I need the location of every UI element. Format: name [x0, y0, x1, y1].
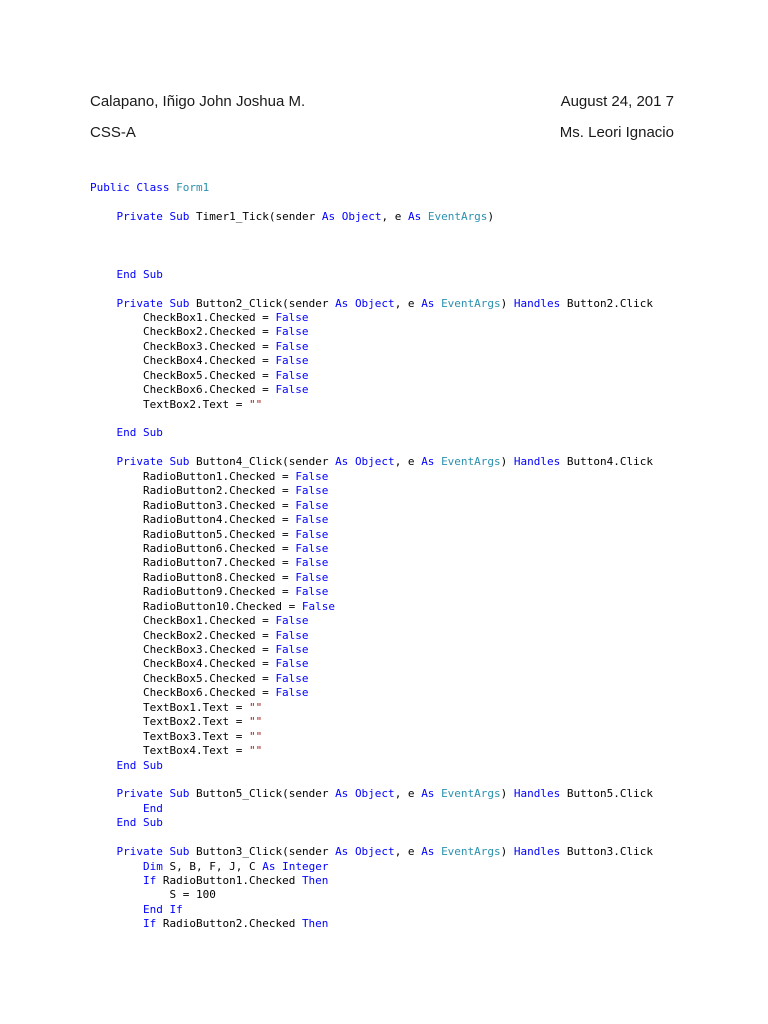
code-token: CheckBox4.Checked = [90, 657, 276, 671]
code-token: Then [301, 874, 329, 887]
code-token: As [421, 455, 442, 469]
code-token: Handles [513, 787, 567, 801]
code-token: False [295, 484, 329, 498]
code-token: False [301, 599, 336, 613]
code-token: Handles [513, 455, 567, 469]
code-line [90, 831, 653, 845]
code-token [90, 816, 117, 829]
code-token: If [142, 874, 163, 887]
code-token: ) [500, 296, 514, 310]
code-token: "" [248, 744, 263, 758]
code-token [90, 210, 117, 223]
code-line [90, 600, 653, 614]
code-token: RadioButton1.Checked [162, 874, 302, 887]
code-token: RadioButton8.Checked = [90, 570, 296, 584]
code-token: ) [500, 845, 514, 859]
code-token: Object [354, 845, 395, 859]
code-line [90, 542, 653, 556]
code-token: EventArgs [441, 787, 501, 801]
code-line [90, 816, 653, 830]
section-text: CSS-A [90, 124, 136, 141]
code-token: Private Sub [116, 455, 196, 469]
code-token: Button2.Click [566, 296, 653, 310]
code-token: CheckBox3.Checked = [90, 643, 276, 656]
code-token: "" [248, 397, 263, 411]
code-line [90, 398, 653, 412]
code-line [90, 470, 653, 484]
code-token: TextBox3.Text = [90, 729, 249, 743]
code-token: CheckBox4.Checked = [90, 354, 276, 368]
code-line [90, 528, 653, 542]
code-token: False [275, 657, 309, 671]
code-line [90, 860, 653, 874]
code-token [90, 268, 117, 281]
code-line [90, 210, 653, 224]
code-token: False [275, 325, 309, 339]
code-token: TextBox2.Text = [90, 397, 249, 411]
code-token: , e [394, 787, 422, 801]
code-token: , e [394, 455, 422, 469]
code-token: Private Sub [116, 296, 196, 310]
code-token: RadioButton2.Checked = [90, 484, 296, 498]
code-token: Button5_Click(sender [195, 787, 336, 801]
code-line [90, 325, 653, 339]
code-line [90, 787, 653, 801]
code-token: ) [500, 787, 514, 801]
code-token: CheckBox3.Checked = [90, 339, 276, 353]
code-line [90, 383, 653, 397]
code-token: , e [381, 209, 408, 223]
code-line [90, 657, 653, 671]
code-line [90, 643, 653, 657]
code-line [90, 686, 653, 700]
code-token [90, 297, 117, 310]
code-line [90, 340, 653, 354]
code-token: False [275, 354, 309, 368]
code-listing [90, 181, 653, 932]
code-line [90, 412, 653, 426]
code-line [90, 917, 653, 931]
teacher-name: Ms. Leori Ignacio [559, 124, 674, 141]
code-token: False [275, 339, 309, 353]
code-token: End Sub [116, 758, 163, 772]
code-line [90, 268, 653, 282]
code-token: RadioButton4.Checked = [90, 513, 296, 527]
code-line [90, 715, 653, 729]
code-token: RadioButton6.Checked = [90, 541, 296, 555]
code-token: As [335, 845, 355, 859]
code-token: Handles [513, 296, 567, 310]
code-token: Object [354, 787, 395, 801]
code-token: CheckBox1.Checked = [90, 310, 276, 324]
code-line [90, 195, 653, 209]
code-token: ) [500, 455, 514, 469]
code-token: False [275, 383, 309, 397]
code-token: False [295, 570, 329, 584]
code-token: Private Sub [116, 845, 196, 859]
code-token: Dim [142, 859, 170, 873]
code-token: Button4_Click(sender [195, 455, 336, 469]
code-token: CheckBox2.Checked = [90, 628, 276, 642]
code-token [90, 874, 143, 887]
code-line [90, 730, 653, 744]
code-token: CheckBox2.Checked = [90, 325, 276, 339]
code-token: False [295, 469, 329, 483]
code-line [90, 888, 653, 902]
code-token: "" [248, 700, 263, 714]
code-token [90, 860, 143, 873]
code-line [90, 499, 653, 513]
code-token: False [275, 671, 309, 685]
code-line [90, 239, 653, 253]
code-token [90, 426, 117, 439]
code-token: False [295, 556, 329, 570]
code-token: False [275, 686, 309, 700]
code-token: Button5.Click [566, 787, 653, 801]
code-token: False [295, 541, 329, 555]
code-token: False [275, 310, 309, 324]
code-line [90, 759, 653, 773]
code-token: As [262, 859, 283, 873]
code-token: Object [354, 296, 395, 310]
code-line [90, 455, 653, 469]
code-token: If [142, 917, 163, 931]
code-token: "" [248, 715, 263, 729]
code-token: As [421, 787, 442, 801]
code-token: Public Class [90, 181, 177, 194]
code-token: End Sub [116, 267, 163, 281]
code-line [90, 354, 653, 368]
code-line [90, 744, 653, 758]
code-token: Then [301, 917, 329, 931]
code-token: Form1 [176, 181, 210, 194]
code-token: CheckBox6.Checked = [90, 686, 276, 700]
code-token: End [142, 801, 163, 815]
code-token: False [295, 498, 329, 512]
code-token: Button3_Click(sender [195, 845, 336, 859]
code-token: TextBox1.Text = [90, 700, 249, 714]
code-token: False [295, 527, 329, 541]
code-token: , e [394, 296, 422, 310]
code-token: Object [341, 209, 382, 223]
code-token: RadioButton9.Checked = [90, 585, 296, 599]
code-token: RadioButton1.Checked = [90, 469, 296, 483]
code-token: CheckBox1.Checked = [90, 614, 276, 628]
code-token [90, 903, 143, 916]
code-line [90, 903, 653, 917]
code-token: As [421, 296, 442, 310]
code-line [90, 311, 653, 325]
code-token: False [275, 643, 309, 656]
code-token [90, 802, 143, 815]
code-token: Button3.Click [566, 845, 653, 859]
code-line [90, 614, 653, 628]
code-token: S, B, F, J, C [169, 859, 263, 873]
code-line [90, 585, 653, 599]
code-line [90, 556, 653, 570]
code-token: Handles [513, 845, 567, 859]
code-token: As [335, 455, 355, 469]
code-token: EventArgs [441, 455, 501, 469]
code-token: End Sub [116, 816, 163, 830]
code-token: EventArgs [441, 845, 501, 859]
code-token: "" [248, 729, 263, 743]
code-token: End Sub [116, 426, 163, 440]
code-line [90, 513, 653, 527]
code-token: ) [487, 209, 495, 223]
code-line [90, 629, 653, 643]
code-token: TextBox2.Text = [90, 715, 249, 729]
code-token [90, 455, 117, 468]
code-line [90, 426, 653, 440]
code-token: As [421, 845, 442, 859]
code-token: False [295, 513, 329, 527]
code-line [90, 181, 653, 195]
code-token: As [335, 787, 355, 801]
code-token [90, 759, 117, 772]
code-token: , e [394, 845, 422, 859]
code-line [90, 224, 653, 238]
code-token: Private Sub [116, 787, 196, 801]
code-token [90, 917, 143, 930]
code-line [90, 297, 653, 311]
student-name: Calapano, Iñigo John Joshua M. [90, 93, 306, 110]
code-token: False [275, 628, 309, 642]
code-token: Private Sub [116, 209, 196, 223]
code-line [90, 773, 653, 787]
code-line [90, 369, 653, 383]
code-token: Integer [282, 859, 329, 873]
code-line [90, 874, 653, 888]
code-line [90, 253, 653, 267]
code-line [90, 484, 653, 498]
code-token: EventArgs [441, 296, 501, 310]
code-token: End If [142, 902, 183, 916]
code-token: False [275, 368, 309, 382]
code-line [90, 441, 653, 455]
code-token: Timer1_Tick(sender [195, 209, 322, 223]
code-token: RadioButton3.Checked = [90, 498, 296, 512]
code-token: False [275, 614, 309, 628]
code-line [90, 845, 653, 859]
code-token: RadioButton7.Checked = [90, 556, 296, 570]
code-token: Object [354, 455, 395, 469]
code-token: As [321, 209, 342, 223]
code-token: As [407, 209, 428, 223]
code-line [90, 282, 653, 296]
code-token: S = 100 [90, 888, 216, 902]
code-token: Button4.Click [566, 455, 653, 469]
code-token: CheckBox5.Checked = [90, 368, 276, 382]
code-token [90, 787, 117, 800]
code-token [90, 845, 117, 858]
date-text: August 24, 201 7 [560, 93, 674, 110]
code-token: CheckBox5.Checked = [90, 671, 276, 685]
code-token: Button2_Click(sender [195, 296, 336, 310]
code-token: RadioButton5.Checked = [90, 527, 296, 541]
code-token: TextBox4.Text = [90, 744, 249, 758]
code-line [90, 672, 653, 686]
code-token: RadioButton10.Checked = [90, 599, 302, 613]
code-token: RadioButton2.Checked [162, 917, 302, 931]
code-token: False [295, 585, 329, 599]
code-line [90, 571, 653, 585]
code-token: As [335, 296, 355, 310]
code-token: EventArgs [427, 209, 488, 223]
code-token: CheckBox6.Checked = [90, 383, 276, 397]
code-line [90, 802, 653, 816]
code-line [90, 701, 653, 715]
